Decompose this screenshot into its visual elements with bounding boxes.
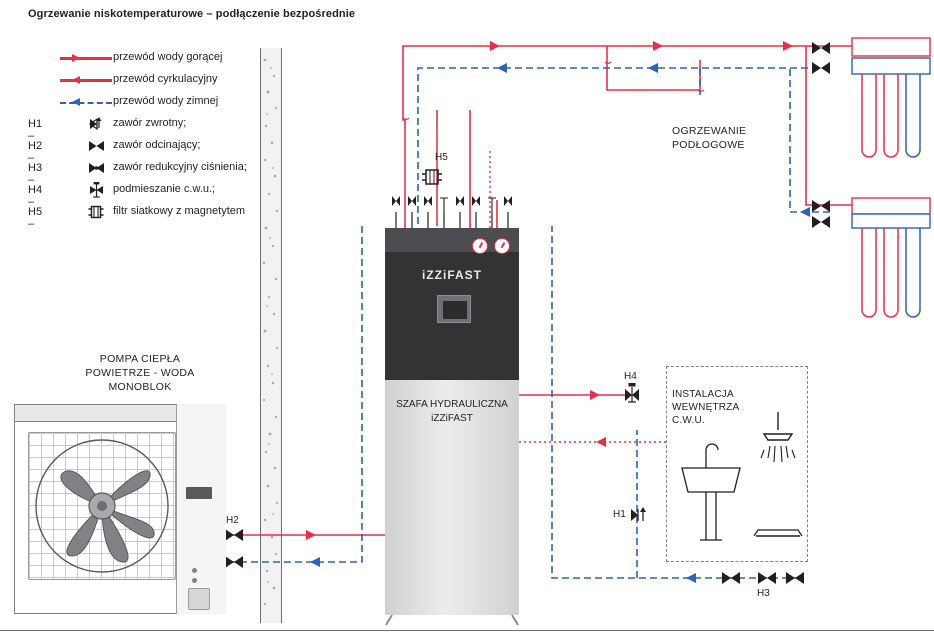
floor-heating-caption-line2: PODŁOGOWE bbox=[672, 139, 745, 151]
cold-arrow-icon bbox=[72, 98, 80, 106]
legend-item-h5-label: filtr siatkowy z magnetytem bbox=[113, 205, 246, 217]
hot-line-swatch bbox=[60, 57, 112, 60]
legend-item-h4-label: podmieszanie c.w.u.; bbox=[113, 183, 216, 195]
heat-pump-caption bbox=[40, 352, 240, 394]
cabinet-logo: iZZiFAST bbox=[422, 268, 482, 282]
callout-h3: H3 bbox=[757, 588, 770, 599]
floor-heating-caption bbox=[672, 124, 812, 152]
pressure-gauge-1-icon bbox=[472, 238, 488, 254]
callout-h2: H2 bbox=[226, 515, 239, 526]
pressure-reducing-valve-icon bbox=[86, 159, 108, 177]
legend-line-hot bbox=[28, 48, 268, 70]
cabinet-caption-line1: SZAFA HYDRAULICZNA bbox=[396, 399, 508, 410]
legend-line-cold bbox=[28, 92, 268, 114]
footer-divider bbox=[0, 630, 934, 631]
legend-item-h3 bbox=[28, 158, 268, 186]
callout-h1: H1 bbox=[613, 509, 626, 520]
floor-heating-caption-line1: OGRZEWANIE bbox=[672, 125, 747, 137]
legend-item-h1-key: H1 – bbox=[28, 118, 43, 142]
cabinet-caption bbox=[385, 398, 519, 426]
legend-item-h1 bbox=[28, 114, 268, 142]
cabinet-controller-display[interactable] bbox=[437, 295, 471, 323]
heat-pump-port2-icon bbox=[192, 578, 197, 583]
callout-h4: H4 bbox=[624, 371, 637, 382]
legend-line-circulation-label: przewód cyrkulacyjny bbox=[113, 73, 218, 85]
page-title: Ogrzewanie niskotemperaturowe – podłączenie bezpośrednie bbox=[28, 8, 356, 20]
legend-item-h5-key: H5 – bbox=[28, 206, 43, 230]
shutoff-valve-icon bbox=[86, 137, 108, 155]
legend-item-h1-label: zawór zwrotny; bbox=[113, 117, 187, 129]
legend-item-h2 bbox=[28, 136, 268, 164]
circulation-line-swatch bbox=[60, 79, 112, 82]
heat-pump-fan-icon bbox=[28, 432, 176, 580]
heat-pump-caption-line1: POMPA CIEPŁA bbox=[99, 353, 181, 365]
cabinet-caption-line2: iZZiFAST bbox=[431, 413, 473, 424]
shower-icon bbox=[748, 404, 810, 550]
legend-item-h3-label: zawór redukcyjny ciśnienia; bbox=[113, 161, 247, 173]
legend-item-h5 bbox=[28, 202, 268, 230]
legend-item-h2-key: H2 – bbox=[28, 140, 43, 164]
check-valve-icon bbox=[86, 115, 108, 133]
circulation-arrow-icon bbox=[72, 76, 80, 84]
legend-item-h3-key: H3 – bbox=[28, 162, 43, 186]
legend-item-h4 bbox=[28, 180, 268, 208]
heat-pump-access-panel bbox=[188, 588, 210, 610]
heat-pump-caption-line3: MONOBLOK bbox=[108, 381, 172, 393]
dhw-caption-line1: INSTALACJA bbox=[672, 389, 734, 400]
building-wall bbox=[260, 48, 282, 623]
pressure-gauge-2-icon bbox=[494, 238, 510, 254]
hot-arrow-icon bbox=[72, 54, 80, 62]
heat-pump-caption-line2: POWIETRZE - WODA bbox=[85, 367, 195, 379]
legend-item-h2-label: zawór odcinający; bbox=[113, 139, 201, 151]
dhw-mixing-valve-icon bbox=[86, 181, 108, 199]
legend-item-h4-key: H4 – bbox=[28, 184, 43, 208]
legend-line-cold-label: przewód wody zimnej bbox=[113, 95, 219, 107]
heat-pump-side-panel bbox=[176, 404, 226, 614]
dhw-caption-line3: C.W.U. bbox=[672, 415, 705, 426]
legend-line-hot-label: przewód wody gorącej bbox=[113, 51, 223, 63]
heat-pump-port-icon bbox=[192, 568, 197, 573]
magnetic-mesh-filter-icon bbox=[86, 203, 108, 221]
dhw-caption-line2: WEWNĘTRZA bbox=[672, 402, 740, 413]
cabinet-display-screen bbox=[443, 301, 467, 319]
legend-line-circulation bbox=[28, 70, 268, 92]
wall-hatch bbox=[261, 48, 281, 621]
washbasin-icon bbox=[676, 420, 746, 548]
legend bbox=[28, 48, 268, 230]
callout-h5: H5 bbox=[435, 152, 448, 163]
heat-pump-vent-icon bbox=[186, 487, 212, 499]
cold-line-swatch bbox=[60, 102, 112, 104]
